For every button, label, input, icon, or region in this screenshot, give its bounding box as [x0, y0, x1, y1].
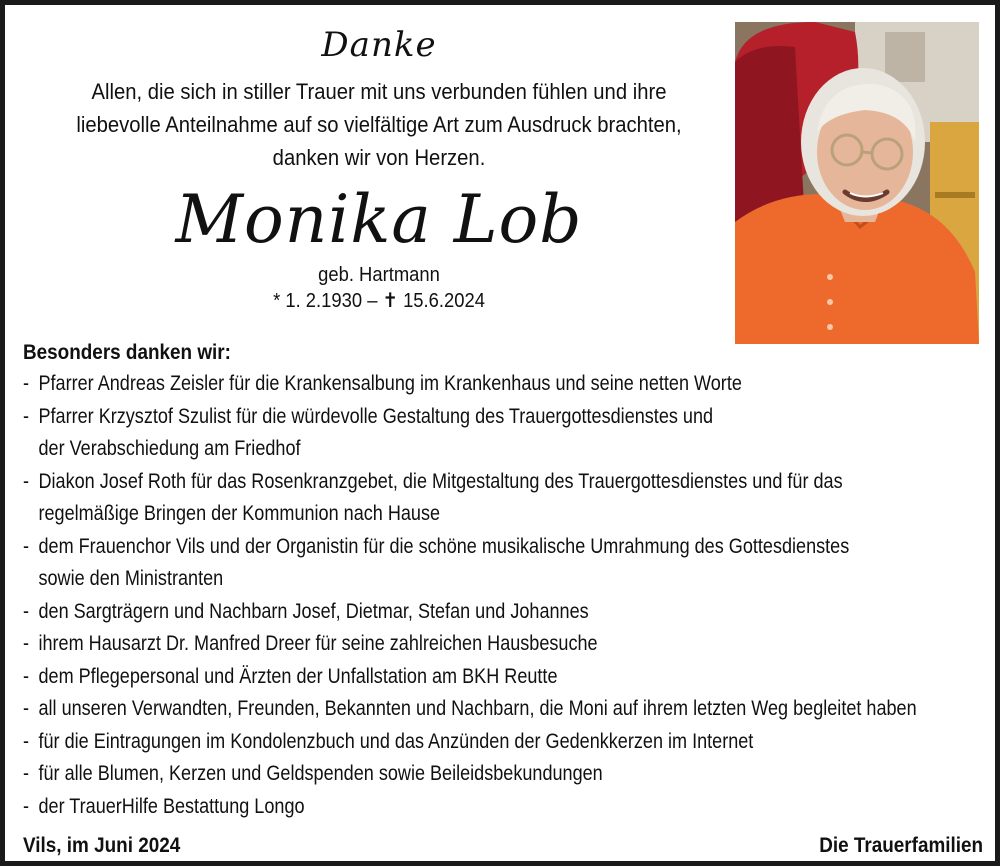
list-item-text: all unseren Verwandten, Freunden, Bekannten und Nachbarn, die Moni auf ihrem letzten Weg begleitet haben: [38, 697, 917, 720]
bullet-dash: -: [23, 729, 30, 753]
list-item: [23, 596, 997, 629]
thanks-list: [23, 368, 983, 823]
bullet-dash: -: [23, 599, 30, 623]
list-item-text: ihrem Hausarzt Dr. Manfred Dreer für seine zahlreichen Hausbesuche: [38, 632, 598, 655]
list-item-text: Pfarrer Andreas Zeisler für die Krankensalbung im Krankenhaus und seine netten Worte: [38, 372, 742, 395]
portrait-illustration: [735, 22, 979, 344]
deceased-name: Monika Lob: [175, 181, 583, 258]
bullet-dash: -: [23, 794, 30, 818]
list-item: [23, 661, 997, 694]
place-date: Vils, im Juni 2024: [23, 834, 181, 857]
signature: Die Trauerfamilien: [819, 834, 983, 857]
thanks-heading: Besonders danken wir:: [23, 341, 231, 364]
list-item: [23, 628, 997, 661]
list-item-text: für die Eintragungen im Kondolenzbuch und das Anzünden der Gedenkkerzen im Internet: [38, 729, 754, 753]
thanks-title: Danke: [321, 25, 437, 65]
bullet-dash: -: [23, 404, 30, 428]
list-item: [23, 466, 997, 531]
list-item-text: dem Pflegepersonal und Ärzten der Unfallstation am BKH Reutte: [38, 664, 558, 688]
bullet-dash: -: [23, 372, 30, 395]
bullet-dash: -: [23, 469, 30, 493]
bullet-dash: -: [23, 632, 30, 655]
life-dates: * 1. 2.1930 – ✝ 15.6.2024: [273, 290, 485, 312]
list-item: [23, 693, 997, 726]
list-item-text: für alle Blumen, Kerzen und Geldspenden sowie Beileidsbekundungen: [38, 762, 603, 785]
thanks-section: [23, 338, 983, 823]
list-item: [23, 368, 997, 401]
list-item: [23, 401, 997, 466]
list-item: [23, 758, 997, 791]
list-item-text: der TrauerHilfe Bestattung Longo: [38, 794, 305, 818]
bullet-dash: -: [23, 534, 30, 558]
header-block: [23, 25, 735, 314]
list-item-text: Pfarrer Krzysztof Szulist für die würdevolle Gestaltung des Trauergottesdienstes und der Verabschiedung am Friedhof: [38, 404, 714, 460]
bullet-dash: -: [23, 762, 30, 785]
list-item-text: den Sargträgern und Nachbarn Josef, Dietmar, Stefan und Johannes: [38, 599, 589, 623]
list-item-text: dem Frauenchor Vils und der Organistin für die schöne musikalische Umrahmung des Gottesdienstes sowie den Ministranten: [38, 534, 850, 590]
list-item: [23, 726, 997, 759]
list-item: [23, 531, 997, 596]
list-item-text: Diakon Josef Roth für das Rosenkranzgebet, die Mitgestaltung des Trauergottesdienstes und für das regelmäßige Bringen der Kommunion nach Hause: [38, 469, 843, 525]
bullet-dash: -: [23, 664, 30, 688]
intro-text: Allen, die sich in stiller Trauer mit uns verbunden fühlen und ihre liebevolle Anteilnahme auf so vielfältige Art zum Ausdruck brachten, danken wir von Herzen.: [76, 79, 682, 170]
maiden-name: geb. Hartmann: [318, 264, 440, 286]
list-item: [23, 791, 997, 824]
portrait-photo: [735, 22, 979, 344]
bullet-dash: -: [23, 697, 30, 720]
footer: [23, 831, 983, 861]
